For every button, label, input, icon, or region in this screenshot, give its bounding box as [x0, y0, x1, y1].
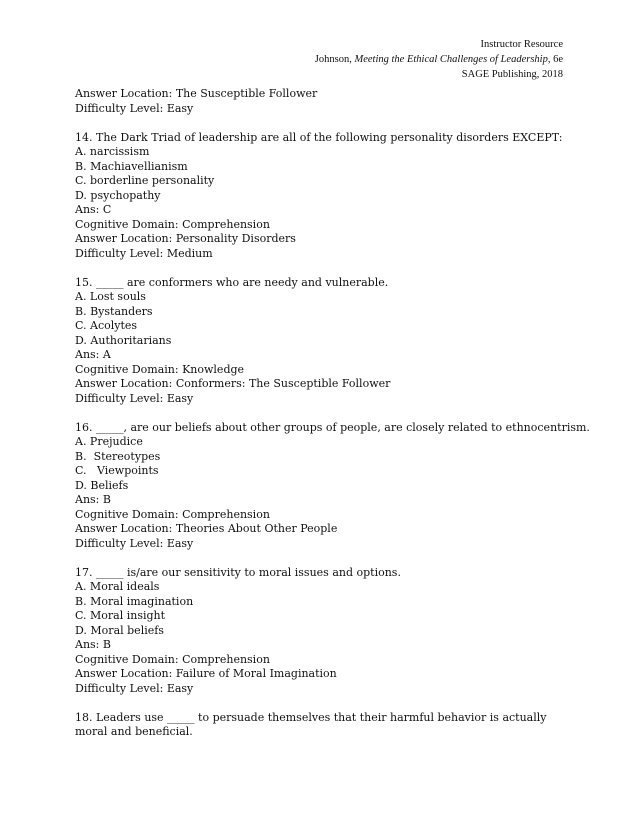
previous-question-tail	[75, 87, 565, 116]
question-16	[75, 420, 590, 552]
difficulty-level: Difficulty Level: Easy	[75, 536, 194, 550]
option-a: A. Prejudice	[75, 435, 143, 448]
header-publisher: SAGE Publishing, 2018	[461, 69, 563, 80]
difficulty-level: Difficulty Level: Easy	[75, 101, 194, 115]
answer: Ans: C	[75, 203, 112, 216]
option-b: B. Machiavellianism	[75, 159, 188, 173]
question-list	[75, 87, 590, 754]
question-text: 15. _____ are conformers who are needy and vulnerable.	[75, 275, 389, 289]
answer-location: Answer Location: Conformers: The Susceptible Follower	[75, 377, 391, 390]
cognitive-domain: Cognitive Domain: Comprehension	[75, 507, 270, 521]
question-15	[75, 276, 565, 407]
answer-location: Answer Location: Theories About Other People	[75, 522, 338, 535]
header-resource: Instructor Resource	[480, 39, 563, 50]
page-header	[315, 37, 563, 82]
option-d: D. Moral beliefs	[75, 623, 164, 637]
option-c: C. Viewpoints	[75, 464, 159, 477]
difficulty-level: Difficulty Level: Easy	[75, 391, 194, 405]
answer: Ans: B	[75, 493, 111, 506]
question-17	[75, 566, 565, 697]
question-text: 14. The Dark Triad of leadership are all of the following personality disorders EXCEPT:	[75, 130, 563, 144]
option-b: B. Moral imagination	[75, 594, 194, 608]
difficulty-level: Difficulty Level: Medium	[75, 246, 213, 260]
difficulty-level: Difficulty Level: Easy	[75, 681, 194, 695]
question-14	[75, 131, 565, 262]
option-a: A. Moral ideals	[75, 580, 160, 593]
option-d: D. Authoritarians	[75, 333, 172, 347]
option-a: A. Lost souls	[75, 290, 146, 303]
header-book-title: Meeting the Ethical Challenges of Leadership	[354, 54, 548, 65]
question-text: 18. Leaders use _____ to persuade themselves that their harmful behavior is actually moral and beneficial.	[75, 710, 547, 738]
answer-location: Answer Location: Failure of Moral Imagination	[75, 667, 337, 680]
question-18	[75, 711, 565, 740]
header-author: Johnson,	[314, 54, 355, 65]
header-edition: , 6e	[547, 54, 563, 65]
answer: Ans: B	[75, 638, 111, 651]
option-d: D. Beliefs	[75, 478, 129, 492]
answer-location: Answer Location: Personality Disorders	[75, 232, 296, 245]
option-a: A. narcissism	[75, 145, 150, 158]
answer-location: Answer Location: The Susceptible Follower	[75, 87, 318, 100]
header-citation	[315, 52, 563, 67]
option-c: C. Moral insight	[75, 609, 166, 622]
cognitive-domain: Cognitive Domain: Comprehension	[75, 217, 270, 231]
option-c: C. Acolytes	[75, 319, 138, 332]
option-b: B. Stereotypes	[75, 449, 161, 463]
cognitive-domain: Cognitive Domain: Comprehension	[75, 652, 270, 666]
question-text: 17. _____ is/are our sensitivity to moral issues and options.	[75, 565, 401, 579]
option-b: B. Bystanders	[75, 304, 153, 318]
option-d: D. psychopathy	[75, 188, 161, 202]
cognitive-domain: Cognitive Domain: Knowledge	[75, 362, 245, 376]
answer: Ans: A	[75, 348, 111, 361]
question-text: 16. _____, are our beliefs about other groups of people, are closely related to ethnocentrism.	[75, 420, 590, 434]
option-c: C. borderline personality	[75, 174, 215, 187]
